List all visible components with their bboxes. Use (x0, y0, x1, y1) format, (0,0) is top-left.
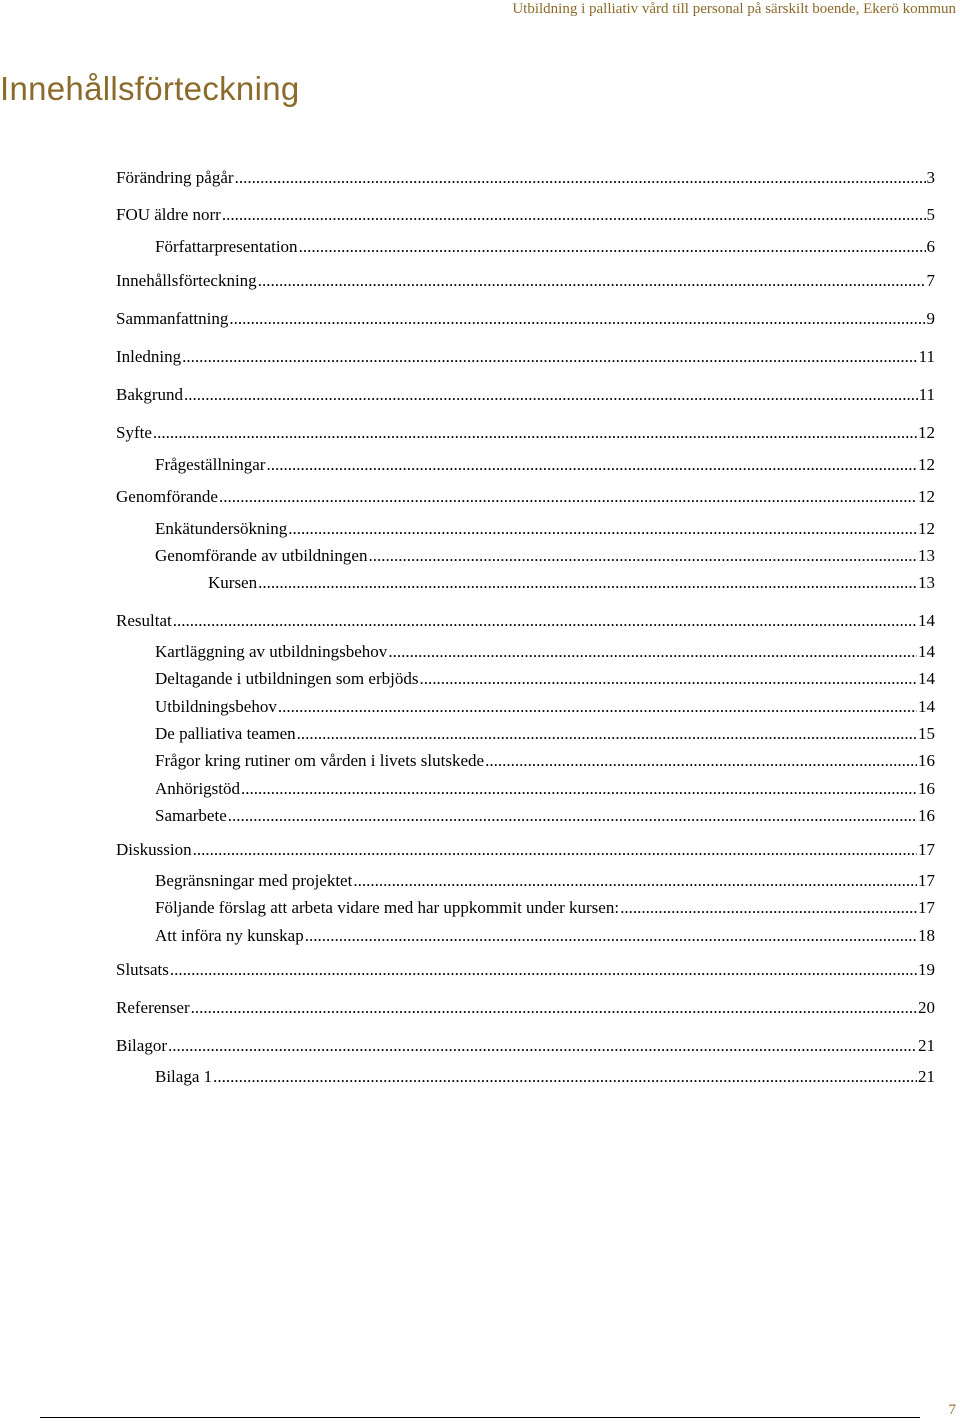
toc-dot-leader (182, 347, 917, 367)
toc-entry-label: Bakgrund (116, 385, 184, 404)
toc-dot-leader (168, 1036, 917, 1056)
toc-entry-label: Att införa ny kunskap (155, 926, 304, 945)
toc-entry[interactable] (116, 998, 935, 1022)
toc-entry-label: Slutsats (116, 960, 169, 979)
toc-dot-leader (241, 779, 917, 799)
toc-entry-label: De palliativa teamen (155, 724, 296, 743)
toc-entry-page-number: 12 (918, 455, 935, 474)
toc-dot-leader (278, 697, 917, 717)
toc-dot-leader (173, 611, 917, 631)
toc-entry-label: Deltagande i utbildningen som erbjöds (155, 669, 419, 688)
toc-entry[interactable] (155, 926, 935, 950)
toc-entry-label: Följande förslag att arbeta vidare med har uppkommit under kursen: (155, 898, 620, 917)
toc-entry[interactable] (155, 1067, 935, 1091)
toc-dot-leader (219, 487, 917, 507)
toc-entry[interactable] (116, 960, 935, 984)
toc-dot-leader (228, 806, 917, 826)
toc-entry[interactable] (208, 573, 935, 597)
toc-entry-label: Frågor kring rutiner om vården i livets slutskede (155, 751, 485, 770)
toc-entry[interactable] (155, 751, 935, 775)
toc-entry[interactable] (155, 724, 935, 748)
toc-entry-page-number: 17 (918, 871, 935, 890)
toc-dot-leader (297, 724, 917, 744)
toc-entry-label: Inledning (116, 347, 182, 366)
toc-dot-leader (213, 1067, 917, 1087)
toc-entry[interactable] (155, 455, 935, 479)
toc-entry[interactable] (155, 898, 935, 922)
toc-entry[interactable] (116, 205, 935, 229)
toc-entry[interactable] (155, 697, 935, 721)
toc-entry-page-number: 7 (926, 271, 935, 290)
page-title: Innehållsförteckning (0, 70, 300, 107)
toc-entry-page-number: 17 (918, 840, 935, 859)
toc-entry[interactable] (155, 642, 935, 666)
toc-entry[interactable] (116, 423, 935, 447)
toc-entry[interactable] (116, 487, 935, 511)
toc-dot-leader (170, 960, 917, 980)
toc-entry-page-number: 14 (918, 697, 935, 716)
toc-entry-label: FOU äldre norr (116, 205, 221, 224)
toc-entry-label: Diskussion (116, 840, 192, 859)
toc-entry-label: Enkätundersökning (155, 519, 288, 538)
toc-entry-label: Begränsningar med projektet (155, 871, 353, 890)
toc-entry-page-number: 21 (918, 1067, 935, 1086)
toc-entry[interactable] (116, 611, 935, 635)
toc-entry-label: Författarpresentation (155, 237, 298, 256)
toc-entry-page-number: 6 (926, 237, 935, 256)
toc-dot-leader (305, 926, 917, 946)
toc-entry-page-number: 13 (918, 573, 935, 592)
toc-entry-page-number: 16 (918, 779, 935, 798)
toc-entry-label: Genomförande (116, 487, 218, 506)
toc-entry[interactable] (116, 840, 935, 864)
toc-dot-leader (620, 898, 917, 918)
page-number: 7 (948, 1402, 956, 1418)
toc-entry-page-number: 17 (918, 898, 935, 917)
toc-dot-leader (388, 642, 917, 662)
toc-entry-label: Frågeställningar (155, 455, 266, 474)
toc-entry-page-number: 3 (926, 168, 935, 187)
toc-dot-leader (266, 455, 917, 475)
toc-entry[interactable] (155, 669, 935, 693)
toc-dot-leader (485, 751, 917, 771)
toc-entry[interactable] (155, 806, 935, 830)
toc-entry-label: Genomförande av utbildningen (155, 546, 368, 565)
toc-entry-page-number: 20 (918, 998, 935, 1017)
toc-dot-leader (299, 237, 926, 257)
toc-entry[interactable] (116, 168, 935, 192)
toc-dot-leader (193, 840, 917, 860)
toc-entry-label: Kursen (208, 573, 258, 592)
toc-entry-label: Kartläggning av utbildningsbehov (155, 642, 388, 661)
toc-entry-page-number: 12 (918, 519, 935, 538)
toc-entry-page-number: 16 (918, 806, 935, 825)
toc-entry[interactable] (155, 519, 935, 543)
toc-dot-leader (191, 998, 917, 1018)
toc-dot-leader (419, 669, 917, 689)
toc-entry-page-number: 14 (918, 669, 935, 688)
toc-entry-page-number: 14 (918, 642, 935, 661)
toc-entry-label: Syfte (116, 423, 152, 442)
toc-entry-page-number: 11 (918, 347, 935, 366)
toc-entry-page-number: 18 (918, 926, 935, 945)
toc-dot-leader (258, 573, 917, 593)
toc-dot-leader (368, 546, 917, 566)
toc-dot-leader (288, 519, 917, 539)
running-header: Utbildning i palliativ vård till personal på särskilt boende, Ekerö kommun (512, 1, 956, 17)
toc-dot-leader (153, 423, 917, 443)
toc-entry-page-number: 21 (918, 1036, 935, 1055)
toc-entry[interactable] (116, 271, 935, 295)
toc-entry[interactable] (116, 1036, 935, 1060)
toc-entry-label: Bilagor (116, 1036, 167, 1055)
toc-entry-label: Referenser (116, 998, 190, 1017)
toc-entry[interactable] (155, 237, 935, 261)
toc-entry-page-number: 12 (918, 487, 935, 506)
toc-entry[interactable] (116, 347, 935, 371)
toc-entry-label: Utbildningsbehov (155, 697, 277, 716)
toc-entry-page-number: 14 (918, 611, 935, 630)
toc-entry[interactable] (155, 871, 935, 895)
toc-entry-page-number: 16 (918, 751, 935, 770)
footer-rule (40, 1417, 920, 1418)
toc-entry-label: Bilaga 1 (155, 1067, 213, 1086)
toc-entry-label: Sammanfattning (116, 309, 229, 328)
toc-dot-leader (235, 168, 926, 188)
toc-entry-label: Resultat (116, 611, 172, 630)
toc-entry[interactable] (155, 546, 935, 570)
toc-dot-leader (184, 385, 918, 405)
toc-entry-page-number: 9 (926, 309, 935, 328)
toc-entry[interactable] (155, 779, 935, 803)
toc-entry-label: Innehållsförteckning (116, 271, 257, 290)
toc-entry-page-number: 15 (918, 724, 935, 743)
toc-dot-leader (353, 871, 917, 891)
toc-dot-leader (222, 205, 926, 225)
toc-entry-page-number: 11 (918, 385, 935, 404)
toc-entry-page-number: 13 (918, 546, 935, 565)
toc-entry[interactable] (116, 385, 935, 409)
toc-entry-page-number: 5 (926, 205, 935, 224)
toc-entry[interactable] (116, 309, 935, 333)
toc-entry-label: Förändring pågår (116, 168, 234, 187)
toc-dot-leader (258, 271, 926, 291)
toc-entry-page-number: 19 (918, 960, 935, 979)
toc-entry-label: Samarbete (155, 806, 227, 825)
toc-entry-page-number: 12 (918, 423, 935, 442)
toc-entry-label: Anhörigstöd (155, 779, 240, 798)
toc-dot-leader (229, 309, 925, 329)
